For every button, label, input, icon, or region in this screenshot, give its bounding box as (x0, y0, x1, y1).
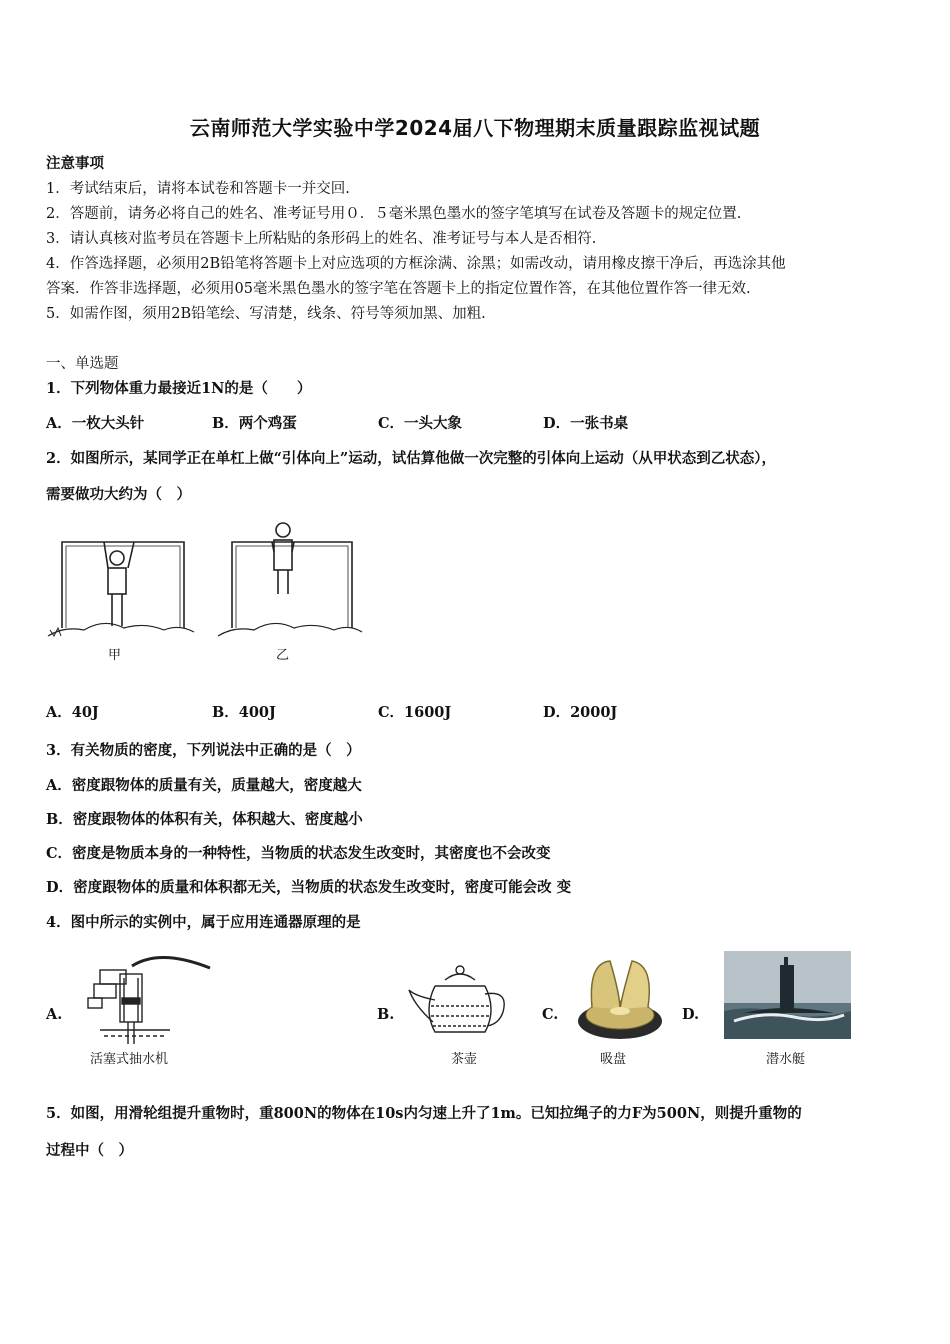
notice-heading: 注意事项 (46, 155, 104, 172)
submarine-image (724, 951, 851, 1039)
q2-option-d: D．2000J (543, 704, 618, 721)
figure-label-yi: 乙 (276, 648, 290, 663)
notice-item: 2．答题前，请务必将自己的姓名、准考证号用０．５毫米黑色墨水的签字笔填写在试卷及答题卡的规定位置. (46, 206, 742, 222)
q1-option-d: D．一张书桌 (543, 415, 629, 432)
q4-option-b-letter: B. (377, 1006, 395, 1023)
notice-item: 4．作答选择题，必须用2B铅笔将答题卡上对应选项的方框涂满、涂黑；如需改动，请用橡皮擦干净后，再选涂其他 (46, 256, 786, 272)
q1-option-b: B．两个鸡蛋 (212, 415, 297, 432)
notice-item: 3．请认真核对监考员在答题卡上所粘贴的条形码上的姓名、准考证号与本人是否相符. (46, 231, 597, 247)
q2-option-b: B．400J (212, 704, 276, 721)
caption-piston-pump: 活塞式抽水机 (90, 1052, 169, 1067)
caption-submarine: 潜水艇 (766, 1052, 806, 1067)
notice-item: 5．如需作图，须用2B铅笔绘、写清楚，线条、符号等须加黑、加粗. (46, 306, 486, 322)
question-1-stem: 1．下列物体重力最接近1N的是（ ） (46, 380, 312, 397)
pull-up-figure (44, 518, 364, 663)
q3-option-a: A．密度跟物体的质量有关，质量越大，密度越大 (46, 777, 362, 794)
suction-cup-image (574, 955, 669, 1045)
question-2-stem-line1: 2．如图所示，某同学正在单杠上做“引体向上”运动，试估算他做一次完整的引体向上运动（从甲状态到乙状态）， (46, 450, 777, 467)
notice-item: 1．考试结束后，请将本试卷和答题卡一并交回. (46, 181, 350, 197)
notice-item: 答案．作答非选择题，必须用05毫米黑色墨水的签字笔在答题卡上的指定位置作答，在其他位置作答一律无效. (46, 281, 751, 297)
page-title: 云南师范大学实验中学2024届八下物理期末质量跟踪监视试题 (189, 116, 761, 140)
q3-option-c: C．密度是物质本身的一种特性，当物质的状态发生改变时，其密度也不会改变 (46, 845, 551, 862)
question-5-stem-line2: 过程中（ ） (46, 1142, 133, 1159)
q3-option-b: B．密度跟物体的体积有关，体积越大、密度越小 (46, 811, 363, 828)
question-4-stem: 4．图中所示的实例中，属于应用连通器原理的是 (46, 914, 361, 931)
section-heading: 一、单选题 (46, 356, 119, 372)
q1-option-a: A．一枚大头针 (46, 415, 145, 432)
teapot-image (405, 960, 515, 1045)
question-5-stem-line1: 5．如图，用滑轮组提升重物时，重800N的物体在10s内匀速上升了1m。已知拉绳子的力F为500N，则提升重物的 (46, 1105, 802, 1122)
question-2-stem-line2: 需要做功大约为（ ） (46, 486, 191, 503)
figure-label-jia: 甲 (108, 648, 122, 663)
q2-option-a: A．40J (46, 704, 99, 721)
q4-option-a-letter: A. (46, 1006, 63, 1023)
q2-option-c: C．1600J (378, 704, 452, 721)
q1-option-c: C．一头大象 (378, 415, 463, 432)
q4-option-c-letter: C. (542, 1006, 559, 1023)
caption-suction-cup: 吸盘 (600, 1052, 627, 1067)
piston-pump-image (70, 948, 215, 1048)
q4-option-d-letter: D. (682, 1006, 700, 1023)
caption-teapot: 茶壶 (451, 1052, 478, 1067)
question-3-stem: 3．有关物质的密度，下列说法中正确的是（ ） (46, 742, 361, 759)
q3-option-d: D．密度跟物体的质量和体积都无关，当物质的状态发生改变时，密度可能会改 变 (46, 879, 572, 896)
